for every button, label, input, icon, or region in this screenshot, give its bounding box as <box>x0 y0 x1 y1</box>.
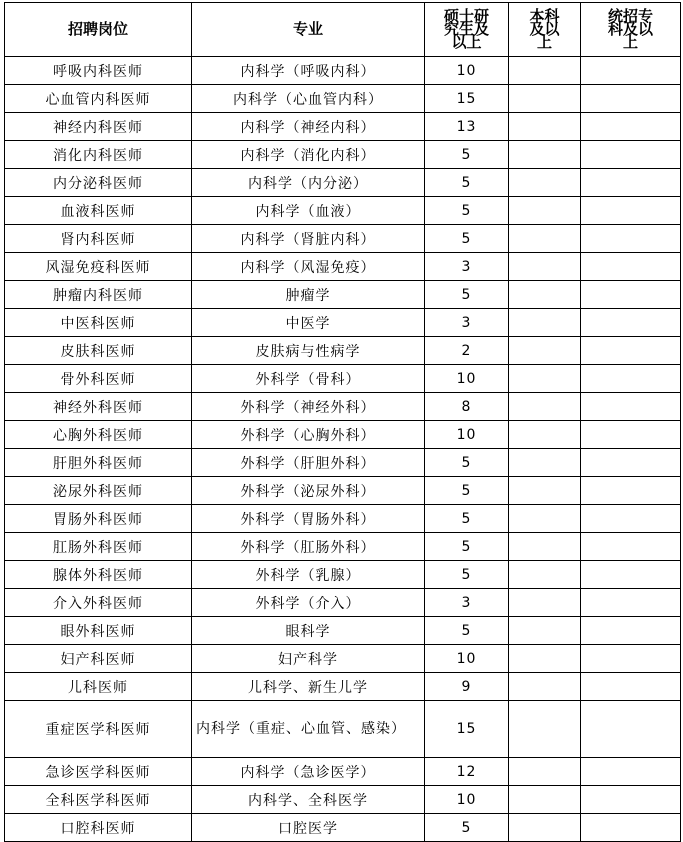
cell-master: 10 <box>425 786 509 814</box>
cell-bachelor <box>509 786 581 814</box>
cell-major: 外科学（泌尿外科） <box>192 477 425 505</box>
table-row <box>5 421 681 449</box>
table-row <box>5 758 681 786</box>
cell-bachelor <box>509 113 581 141</box>
cell-position: 消化内科医师 <box>5 141 192 169</box>
cell-major: 内科学（急诊医学） <box>192 758 425 786</box>
cell-bachelor <box>509 281 581 309</box>
cell-college <box>581 309 681 337</box>
cell-position: 血液科医师 <box>5 197 192 225</box>
cell-bachelor <box>509 617 581 645</box>
cell-college <box>581 421 681 449</box>
table-row <box>5 281 681 309</box>
cell-master: 12 <box>425 758 509 786</box>
cell-bachelor <box>509 673 581 701</box>
cell-college <box>581 786 681 814</box>
cell-bachelor <box>509 169 581 197</box>
cell-college <box>581 337 681 365</box>
cell-college <box>581 701 681 758</box>
cell-college <box>581 449 681 477</box>
cell-bachelor <box>509 393 581 421</box>
cell-bachelor <box>509 505 581 533</box>
table-row <box>5 225 681 253</box>
cell-master: 5 <box>425 281 509 309</box>
cell-position: 泌尿外科医师 <box>5 477 192 505</box>
table-row <box>5 533 681 561</box>
table-row <box>5 253 681 281</box>
cell-position: 全科医学科医师 <box>5 786 192 814</box>
cell-college <box>581 758 681 786</box>
table-row <box>5 589 681 617</box>
cell-position: 皮肤科医师 <box>5 337 192 365</box>
cell-college <box>581 589 681 617</box>
cell-college <box>581 281 681 309</box>
cell-master: 5 <box>425 505 509 533</box>
table-row <box>5 701 681 758</box>
cell-bachelor <box>509 533 581 561</box>
cell-position: 妇产科医师 <box>5 645 192 673</box>
recruitment-table <box>4 2 681 842</box>
cell-position: 中医科医师 <box>5 309 192 337</box>
cell-position: 介入外科医师 <box>5 589 192 617</box>
cell-bachelor <box>509 225 581 253</box>
cell-major: 眼科学 <box>192 617 425 645</box>
cell-master: 5 <box>425 197 509 225</box>
cell-major: 外科学（胃肠外科） <box>192 505 425 533</box>
cell-master: 5 <box>425 477 509 505</box>
cell-master: 5 <box>425 561 509 589</box>
cell-master: 15 <box>425 701 509 758</box>
cell-major: 口腔医学 <box>192 814 425 842</box>
table-row <box>5 814 681 842</box>
cell-master: 3 <box>425 589 509 617</box>
table-row <box>5 673 681 701</box>
cell-position: 内分泌科医师 <box>5 169 192 197</box>
header-master: 硕士研究生及以上 <box>425 3 509 57</box>
cell-college <box>581 253 681 281</box>
cell-bachelor <box>509 589 581 617</box>
cell-bachelor <box>509 253 581 281</box>
cell-bachelor <box>509 645 581 673</box>
cell-college <box>581 225 681 253</box>
cell-position: 急诊医学科医师 <box>5 758 192 786</box>
cell-major: 中医学 <box>192 309 425 337</box>
cell-major: 内科学（消化内科） <box>192 141 425 169</box>
table-row <box>5 57 681 85</box>
cell-bachelor <box>509 814 581 842</box>
cell-college <box>581 393 681 421</box>
header-position: 招聘岗位 <box>5 3 192 57</box>
cell-college <box>581 814 681 842</box>
cell-bachelor <box>509 57 581 85</box>
cell-bachelor <box>509 701 581 758</box>
cell-position: 肿瘤内科医师 <box>5 281 192 309</box>
cell-bachelor <box>509 337 581 365</box>
cell-bachelor <box>509 309 581 337</box>
cell-bachelor <box>509 365 581 393</box>
cell-major: 内科学（内分泌） <box>192 169 425 197</box>
cell-master: 3 <box>425 253 509 281</box>
cell-position: 神经内科医师 <box>5 113 192 141</box>
table-row <box>5 113 681 141</box>
cell-master: 10 <box>425 57 509 85</box>
cell-college <box>581 141 681 169</box>
cell-major: 外科学（心胸外科） <box>192 421 425 449</box>
table-row <box>5 617 681 645</box>
table-row <box>5 449 681 477</box>
cell-position: 心血管内科医师 <box>5 85 192 113</box>
table-row <box>5 85 681 113</box>
cell-master: 9 <box>425 673 509 701</box>
table-row <box>5 786 681 814</box>
cell-master: 5 <box>425 225 509 253</box>
cell-position: 胃肠外科医师 <box>5 505 192 533</box>
cell-major: 内科学、全科医学 <box>192 786 425 814</box>
cell-bachelor <box>509 197 581 225</box>
cell-major: 外科学（肛肠外科） <box>192 533 425 561</box>
cell-college <box>581 533 681 561</box>
cell-major: 外科学（肝胆外科） <box>192 449 425 477</box>
cell-master: 8 <box>425 393 509 421</box>
cell-bachelor <box>509 141 581 169</box>
cell-position: 神经外科医师 <box>5 393 192 421</box>
header-major: 专业 <box>192 3 425 57</box>
cell-college <box>581 505 681 533</box>
cell-master: 10 <box>425 645 509 673</box>
cell-bachelor <box>509 758 581 786</box>
cell-college <box>581 561 681 589</box>
cell-major: 内科学（心血管内科） <box>192 85 425 113</box>
cell-major: 外科学（骨科） <box>192 365 425 393</box>
cell-master: 3 <box>425 309 509 337</box>
table-row <box>5 337 681 365</box>
cell-position: 呼吸内科医师 <box>5 57 192 85</box>
cell-master: 5 <box>425 141 509 169</box>
cell-college <box>581 477 681 505</box>
table-row <box>5 141 681 169</box>
cell-college <box>581 85 681 113</box>
cell-master: 5 <box>425 449 509 477</box>
table-row <box>5 393 681 421</box>
cell-major: 内科学（重症、心血管、感染） <box>192 701 425 758</box>
cell-major: 儿科学、新生儿学 <box>192 673 425 701</box>
cell-position: 重症医学科医师 <box>5 701 192 758</box>
cell-position: 儿科医师 <box>5 673 192 701</box>
table-body <box>5 57 681 842</box>
cell-major: 外科学（介入） <box>192 589 425 617</box>
cell-college <box>581 57 681 85</box>
cell-position: 眼外科医师 <box>5 617 192 645</box>
cell-major: 外科学（乳腺） <box>192 561 425 589</box>
cell-major: 内科学（风湿免疫） <box>192 253 425 281</box>
cell-college <box>581 617 681 645</box>
table-row <box>5 309 681 337</box>
header-college: 统招专科及以上 <box>581 3 681 57</box>
table-row <box>5 645 681 673</box>
cell-bachelor <box>509 85 581 113</box>
cell-college <box>581 113 681 141</box>
header-bachelor: 本科及以上 <box>509 3 581 57</box>
cell-position: 风湿免疫科医师 <box>5 253 192 281</box>
cell-master: 10 <box>425 421 509 449</box>
cell-bachelor <box>509 561 581 589</box>
cell-position: 肾内科医师 <box>5 225 192 253</box>
cell-master: 5 <box>425 617 509 645</box>
cell-master: 2 <box>425 337 509 365</box>
cell-major: 妇产科学 <box>192 645 425 673</box>
table-row <box>5 561 681 589</box>
table-row <box>5 169 681 197</box>
cell-major: 内科学（肾脏内科） <box>192 225 425 253</box>
cell-college <box>581 645 681 673</box>
cell-position: 骨外科医师 <box>5 365 192 393</box>
cell-bachelor <box>509 477 581 505</box>
cell-master: 5 <box>425 814 509 842</box>
cell-college <box>581 169 681 197</box>
table-row <box>5 505 681 533</box>
cell-position: 腺体外科医师 <box>5 561 192 589</box>
cell-master: 13 <box>425 113 509 141</box>
cell-master: 5 <box>425 533 509 561</box>
table-header-row <box>5 3 681 57</box>
cell-bachelor <box>509 449 581 477</box>
cell-position: 肛肠外科医师 <box>5 533 192 561</box>
cell-master: 15 <box>425 85 509 113</box>
table-row <box>5 365 681 393</box>
cell-master: 10 <box>425 365 509 393</box>
cell-major: 肿瘤学 <box>192 281 425 309</box>
cell-major: 内科学（神经内科） <box>192 113 425 141</box>
cell-position: 心胸外科医师 <box>5 421 192 449</box>
table-row <box>5 197 681 225</box>
cell-position: 口腔科医师 <box>5 814 192 842</box>
cell-major: 外科学（神经外科） <box>192 393 425 421</box>
table-row <box>5 477 681 505</box>
cell-college <box>581 365 681 393</box>
cell-major: 内科学（呼吸内科） <box>192 57 425 85</box>
cell-master: 5 <box>425 169 509 197</box>
cell-position: 肝胆外科医师 <box>5 449 192 477</box>
cell-college <box>581 197 681 225</box>
cell-major: 皮肤病与性病学 <box>192 337 425 365</box>
cell-college <box>581 673 681 701</box>
cell-major: 内科学（血液） <box>192 197 425 225</box>
cell-bachelor <box>509 421 581 449</box>
